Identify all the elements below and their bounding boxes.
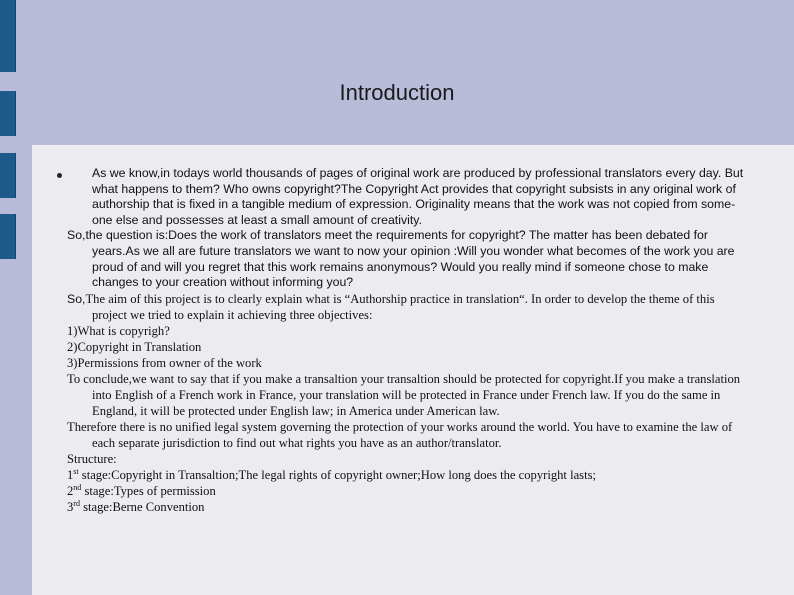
tab-marker	[0, 214, 16, 259]
stage-item	[67, 483, 747, 499]
stage-text: stage:Berne Convention	[79, 500, 205, 515]
objective-item: 3)Permissions from owner of the work	[67, 356, 262, 371]
conclusion-paragraph: To conclude,we want to say that if you make a transaltion your transaltion should be protected for copyright.If you make a translation into English of a French work in France, your translation will be protected in France under French law. If you do the same in England, it will be protected under English law; in America under American law.	[67, 372, 741, 419]
stage-text: stage:Types of permission	[81, 484, 216, 499]
stage-number: 1	[67, 468, 74, 483]
question-paragraph: So,the question is:Does the work of translators meet the requirements for copyright? The matter has been debated for years.As we all are future translators we want to now your opinion :Will you wonder what becomes of the work you are proud of and will you regret that this work remains anonymous? Would you really mind if someone chose to make changes to your creation without informing you?	[67, 228, 735, 290]
stage-item	[67, 499, 747, 515]
objective-item: 2)Copyright in Translation	[67, 340, 202, 355]
structure-label: Structure:	[67, 452, 117, 467]
aim-paragraph	[67, 291, 747, 324]
stage-ordinal: nd	[73, 483, 82, 493]
aim-prefix: So,	[67, 291, 86, 306]
stage-number: 3	[67, 500, 74, 515]
left-strip	[0, 0, 32, 595]
stage-number: 2	[67, 484, 74, 499]
bullet-icon	[57, 173, 62, 178]
stage-item	[67, 467, 747, 483]
therefore-paragraph: Therefore there is no unified legal system governing the protection of your works around the world. You have to examine the law of each separate jurisdiction to find out what rights you have as an author/translator.	[67, 420, 733, 451]
bullet-paragraph	[67, 166, 747, 228]
stage-text: stage:Copyright in Transaltion;The legal rights of copyright owner;How long does the copyright lasts;	[78, 468, 596, 483]
aim-text: The aim of this project is to clearly explain what is “Authorship practice in translation“. In order to develop the theme of this project we tried to explain it achieving three objectives:	[85, 291, 715, 323]
slide-content	[67, 166, 747, 515]
page-title: Introduction	[339, 80, 455, 105]
stage-ordinal: st	[73, 467, 79, 477]
tab-marker	[0, 153, 16, 198]
stage-ordinal: rd	[73, 499, 80, 509]
bullet-text: As we know,in todays world thousands of pages of original work are produced by professional translators every day. But what happens to them? Who owns copyright?The Copyright Act provides that copyright subsists in any original work of authorship that is fixed in a tangible medium of expression. Originality means that the work was not copied from some-one else and possesses at least a small amount of creativity.	[92, 166, 744, 227]
objective-item: 1)What is copyrigh?	[67, 324, 170, 339]
tab-marker	[0, 91, 16, 136]
tab-marker	[0, 0, 16, 72]
